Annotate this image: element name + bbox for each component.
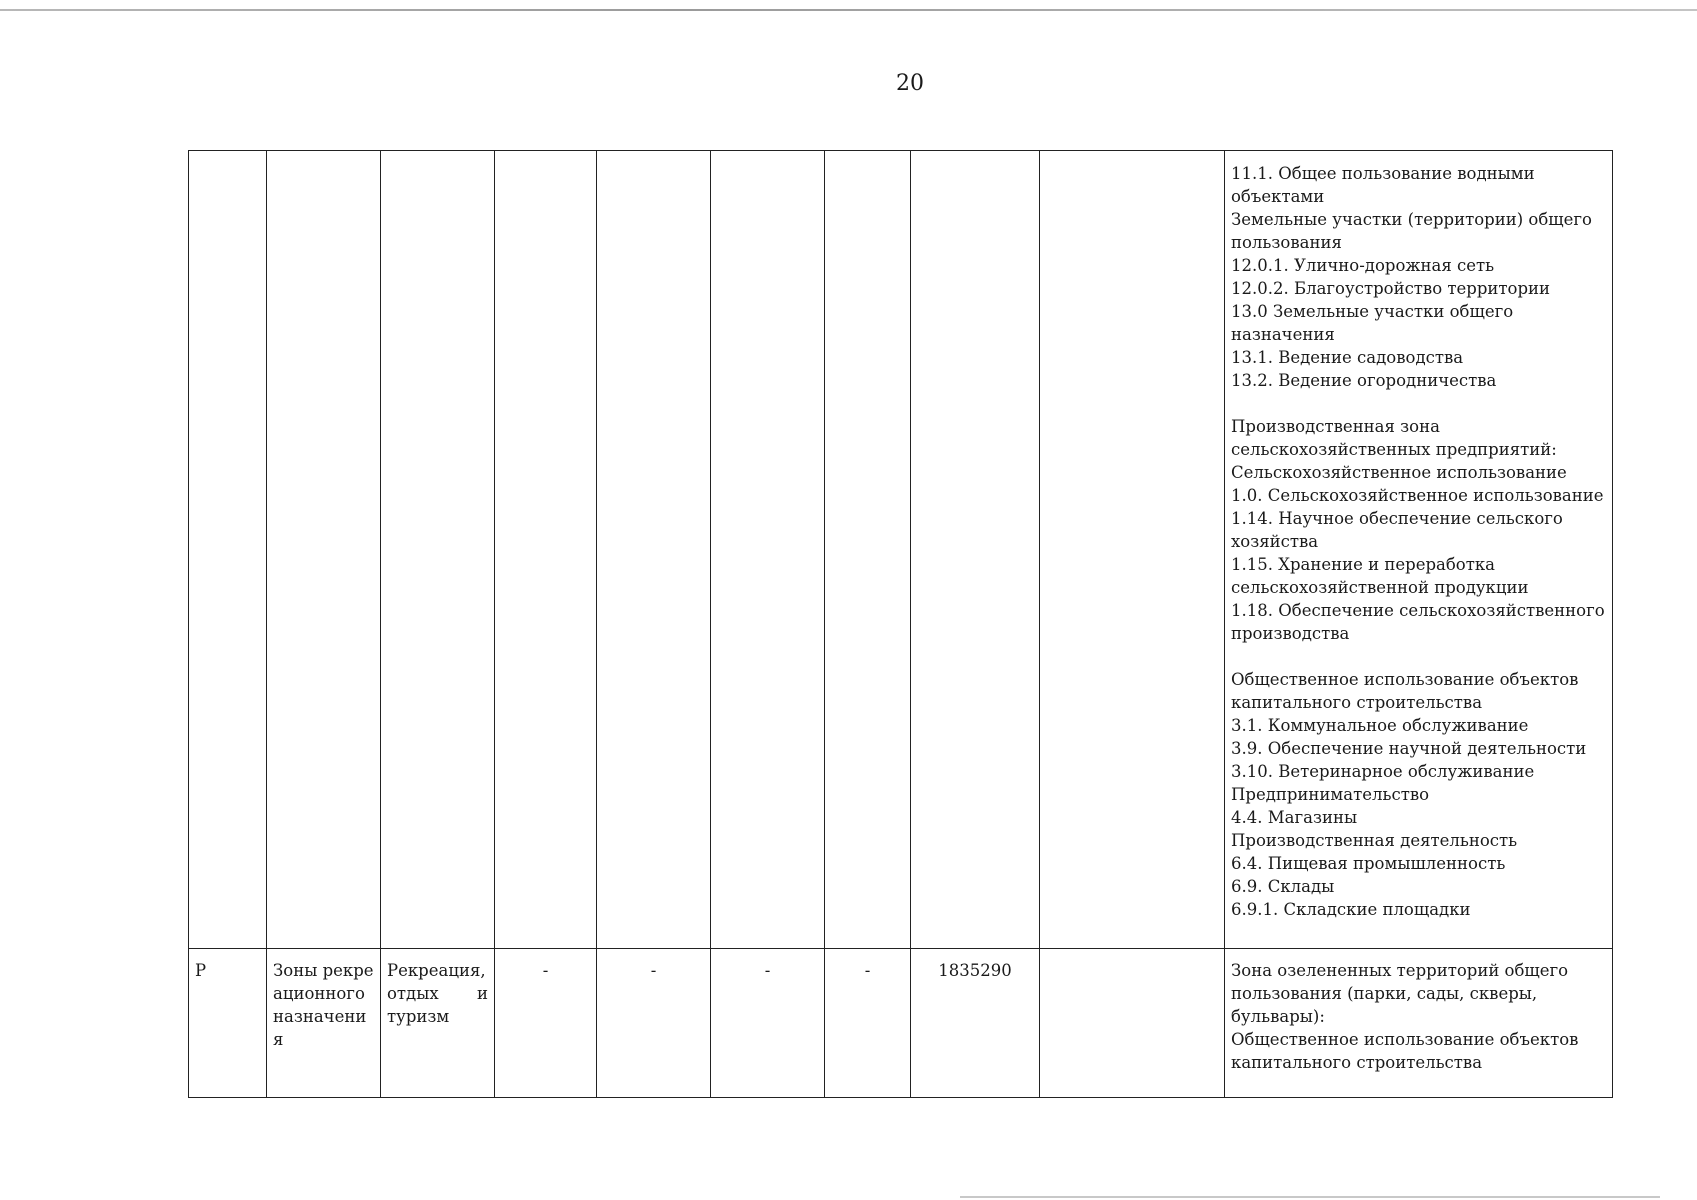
scan-edge-line-bottom [960, 1196, 1660, 1198]
cell-col4 [495, 151, 597, 949]
cell-code: Р [189, 949, 267, 1098]
cell-col9 [1040, 949, 1225, 1098]
table-row-continuation [189, 151, 1613, 949]
cell-permitted-uses [1225, 151, 1613, 949]
cell-col5: - [597, 949, 711, 1098]
permitted-uses-list: 11.1. Общее пользование водными объектами Земельные участки (территории) общего пользования 12.0.1. Улично-дорожная сеть 12.0.2. Благоустройство территории 13.0 Земельные участки общего назначения 13.1. Ведение садоводства 13.2. Ведение огородничества Производственная зона сельскохозяйственных предприятий: Сельскохозяйственное использование 1.0. Сельскохозяйственное использование 1.14. Научное обеспечение сельского хозяйства 1.15. Хранение и переработка сельскохозяйственной продукции 1.18. Обеспечение сельскохозяйственного производства Общественное использование объектов капитального строительства 3.1. Коммунальное обслуживание 3.9. Обеспечение научной деятельности 3.10. Ветеринарное обслуживание Предпринимательство 4.4. Магазины Производственная деятельность 6.4. Пищевая промышленность 6.9. Склады 6.9.1. Складские площадки [1231, 164, 1605, 919]
cell-permitted-uses [1225, 949, 1613, 1098]
cell-zone-name [267, 151, 381, 949]
cell-col5 [597, 151, 711, 949]
cell-area [911, 151, 1040, 949]
cell-col7: - [825, 949, 911, 1098]
page-number: 20 [896, 71, 924, 96]
cell-code [189, 151, 267, 949]
cell-purpose: Рекреация, отдых и туризм [381, 949, 495, 1098]
cell-zone-name: Зоны рекреационного назначения [267, 949, 381, 1098]
table-row-zone-r [189, 949, 1613, 1098]
cell-col6 [711, 151, 825, 949]
cell-purpose [381, 151, 495, 949]
cell-col7 [825, 151, 911, 949]
permitted-uses-list: Зона озелененных территорий общего пользования (парки, сады, скверы, бульвары): Общественное использование объектов капитального строительства [1231, 961, 1579, 1072]
cell-col9 [1040, 151, 1225, 949]
scan-edge-line-top [0, 9, 1697, 11]
cell-col6: - [711, 949, 825, 1098]
cell-area: 1835290 [911, 949, 1040, 1098]
cell-col4: - [495, 949, 597, 1098]
zoning-table [188, 150, 1613, 1098]
